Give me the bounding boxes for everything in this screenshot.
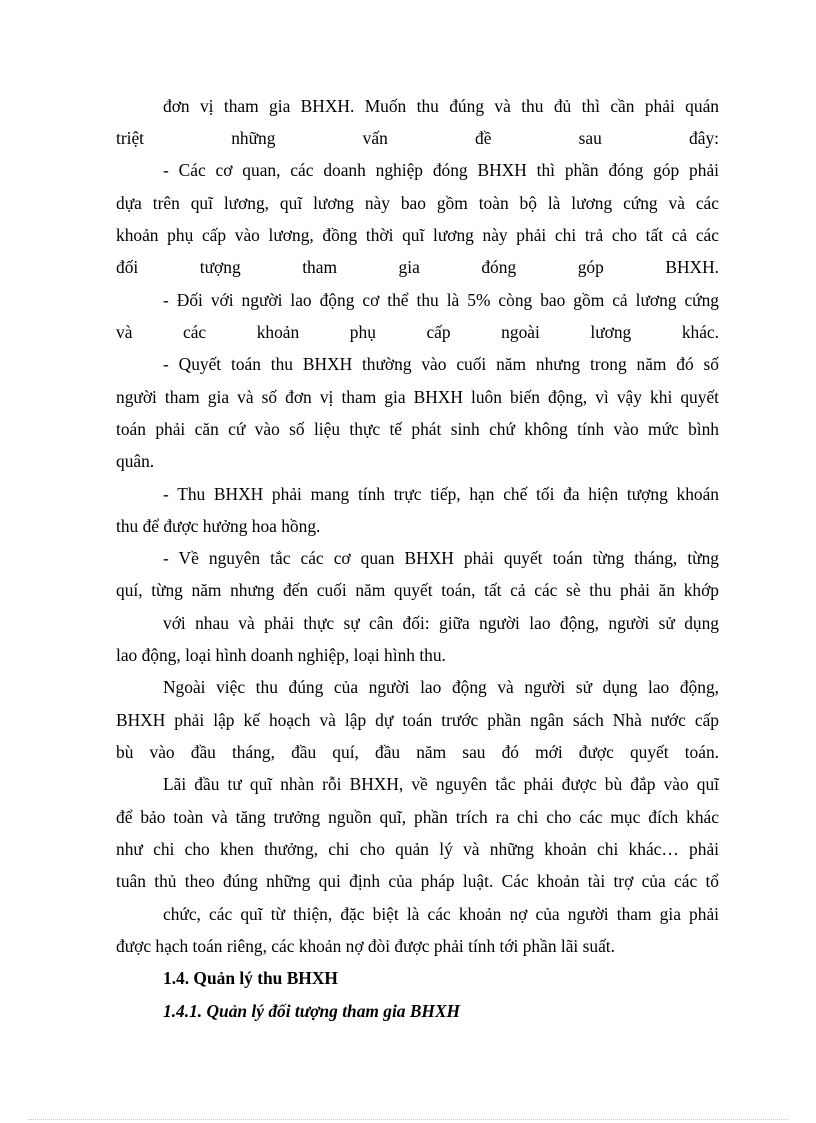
paragraph-line: quí, từng năm nhưng đến cuối năm quyết toán, tất cả các sè thu phải ăn khớp xyxy=(116,580,719,600)
paragraph-line: - Về nguyên tắc các cơ quan BHXH phải quyết toán từng tháng, từng xyxy=(163,548,719,568)
section-heading: 1.4. Quản lý thu BHXH xyxy=(163,968,338,988)
paragraph-line: Ngoài việc thu đúng của người lao động và người sử dụng lao động, xyxy=(163,677,719,697)
paragraph-line: - Đối với người lao động cơ thể thu là 5% còng bao gồm cả lương cứng xyxy=(163,290,719,310)
paragraph-line: đối tượng tham gia đóng góp BHXH. xyxy=(116,257,719,277)
paragraph-line: người tham gia và số đơn vị tham gia BHXH luôn biến động, vì vậy khi quyết xyxy=(116,387,719,407)
paragraph-line: triệt những vấn đề sau đây: xyxy=(116,128,719,148)
paragraph-line: với nhau và phải thực sự cân đối: giữa người lao động, người sử dụng xyxy=(163,613,719,633)
page-bottom-rule xyxy=(28,1119,788,1120)
paragraph-line: được hạch toán riêng, các khoản nợ đòi được phải tính tới phần lãi suất. xyxy=(116,936,615,956)
paragraph-line: để bảo toàn và tăng trưởng nguồn quĩ, phần trích ra chi cho các mục đích khác xyxy=(116,807,719,827)
paragraph-line: - Thu BHXH phải mang tính trực tiếp, hạn chế tối đa hiện tượng khoán xyxy=(163,484,719,504)
paragraph-line: tuân thủ theo đúng những qui định của pháp luật. Các khoản tài trợ của các tổ xyxy=(116,871,719,891)
paragraph-line: - Quyết toán thu BHXH thường vào cuối năm nhưng trong năm đó số xyxy=(163,354,719,374)
paragraph-line: toán phải căn cứ vào số liệu thực tế phát sinh chứ không tính vào mức bình xyxy=(116,419,719,439)
paragraph-line: BHXH phải lập kế hoạch và lập dự toán trước phần ngân sách Nhà nước cấp xyxy=(116,710,719,730)
paragraph-line: - Các cơ quan, các doanh nghiệp đóng BHXH thì phần đóng góp phải xyxy=(163,160,719,180)
paragraph-line: khoản phụ cấp vào lương, đồng thời quĩ lương này phải chi trả cho tất cả các xyxy=(116,225,719,245)
paragraph-line: lao động, loại hình doanh nghiệp, loại hình thu. xyxy=(116,645,446,665)
paragraph-line: đơn vị tham gia BHXH. Muốn thu đúng và thu đủ thì cần phải quán xyxy=(163,96,719,116)
paragraph-line: quân. xyxy=(116,451,155,471)
paragraph-line: bù vào đầu tháng, đầu quí, đầu năm sau đó mới được quyết toán. xyxy=(116,742,719,762)
paragraph-line: Lãi đầu tư quĩ nhàn rỗi BHXH, về nguyên tắc phải được bù đắp vào quĩ xyxy=(163,774,719,794)
paragraph-line: thu để được hưởng hoa hồng. xyxy=(116,516,321,536)
paragraph-line: và các khoản phụ cấp ngoài lương khác. xyxy=(116,322,719,342)
paragraph-line: chức, các quĩ từ thiện, đặc biệt là các khoản nợ của người tham gia phải xyxy=(163,904,719,924)
subsection-heading: 1.4.1. Quản lý đối tượng tham gia BHXH xyxy=(163,1001,461,1021)
paragraph-line: như chi cho khen thưởng, chi cho quản lý và những khoản chi khác… phải xyxy=(116,839,719,859)
paragraph-line: dựa trên quĩ lương, quĩ lương này bao gồm toàn bộ là lương cứng và các xyxy=(116,193,719,213)
